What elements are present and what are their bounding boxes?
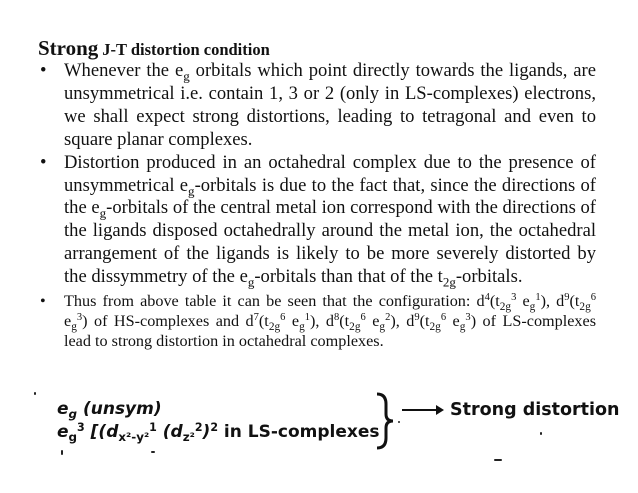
- subscript: 2g: [442, 274, 456, 290]
- bullet-text: -orbitals is due to the fact that, since the directions of the e: [64, 174, 596, 219]
- bullet-text: -orbitals than that of the t: [254, 266, 443, 288]
- bullet-text: of LS-complexes lead to strong distortion in octahedral complexes.: [64, 312, 597, 351]
- ink-speck: [61, 450, 63, 455]
- handwritten-eg3-ls: $e_g^3$ [($d_{x^2-y^2}^1$ $(d_{z^2}^2)^2$ in LS-complexes: [57, 420, 380, 445]
- bullet-text: orbitals which point directly towards the ligands, are unsymmetrical i.e. contain 1, 3 or 2 (only in LS-complexes) electrons, we shall expect strong distortions, leading to tetragonal and even to square planar complexes.: [64, 60, 596, 150]
- slide-title: [38, 36, 270, 61]
- bullet-text: , d: [395, 312, 415, 331]
- ink-speck: [151, 451, 155, 453]
- ink-speck: [34, 392, 36, 395]
- bullet-text: Distortion produced in an octahedral complex due to the presence of unsymmetrical e: [64, 151, 596, 196]
- bullet-text: , d: [546, 292, 565, 311]
- subscript: g: [247, 274, 255, 290]
- config-d7: $^7(t_{2g}^6$ $e_g^1$): [253, 312, 316, 334]
- bullet-text: -orbitals of the central metal ion correspond with the directions of the ligands disposed octahedrally around the metal ion, the octahedral arrangement of the ligands is likely to be more severely distorted by the dissymmetry of the e: [64, 197, 596, 288]
- subscript: g: [188, 183, 195, 199]
- ink-speck: [398, 421, 400, 423]
- right-brace-icon: [374, 392, 396, 450]
- title-strong: Strong: [38, 36, 99, 60]
- bullet-item-eg-unsymmetrical: [38, 60, 596, 152]
- config-d8: $^8(t_{2g}^6$ $e_g^2$): [334, 312, 396, 334]
- config-d9-ls: $^9(t_{2g}^6$ $e_g^3$): [414, 312, 477, 334]
- bullet-icon: •: [40, 292, 46, 311]
- bullet-item-configurations: [38, 291, 596, 351]
- ink-speck: [540, 432, 542, 435]
- strong-distortion-result: Strong distortion: [450, 400, 620, 420]
- subscript: g: [183, 68, 190, 84]
- arrow-right-icon: [402, 404, 444, 416]
- bullet-icon: •: [40, 60, 47, 81]
- bullet-text: of HS-complexes and d: [87, 312, 254, 331]
- config-d4: $^4(t_{2g}^3$ $e_g^1$): [484, 292, 546, 314]
- ink-speck: [494, 459, 502, 461]
- bullet-list: [38, 60, 596, 351]
- config-d9-hs: $^9(t_{2g}^6$ $e_g^3$): [64, 292, 597, 334]
- bullet-icon: •: [40, 151, 47, 173]
- title-rest: J-T distortion condition: [102, 40, 270, 59]
- bullet-text: -orbitals.: [455, 266, 523, 288]
- handwritten-eg-unsym: $e_g$ (unsym): [57, 399, 162, 422]
- bullet-item-distortion-produced: [38, 152, 596, 289]
- bullet-text: , d: [315, 312, 334, 331]
- bullet-text: Thus from above table it can be seen that the configuration: d: [64, 292, 485, 311]
- subscript: g: [99, 205, 107, 221]
- bullet-text: Whenever the e: [64, 60, 184, 81]
